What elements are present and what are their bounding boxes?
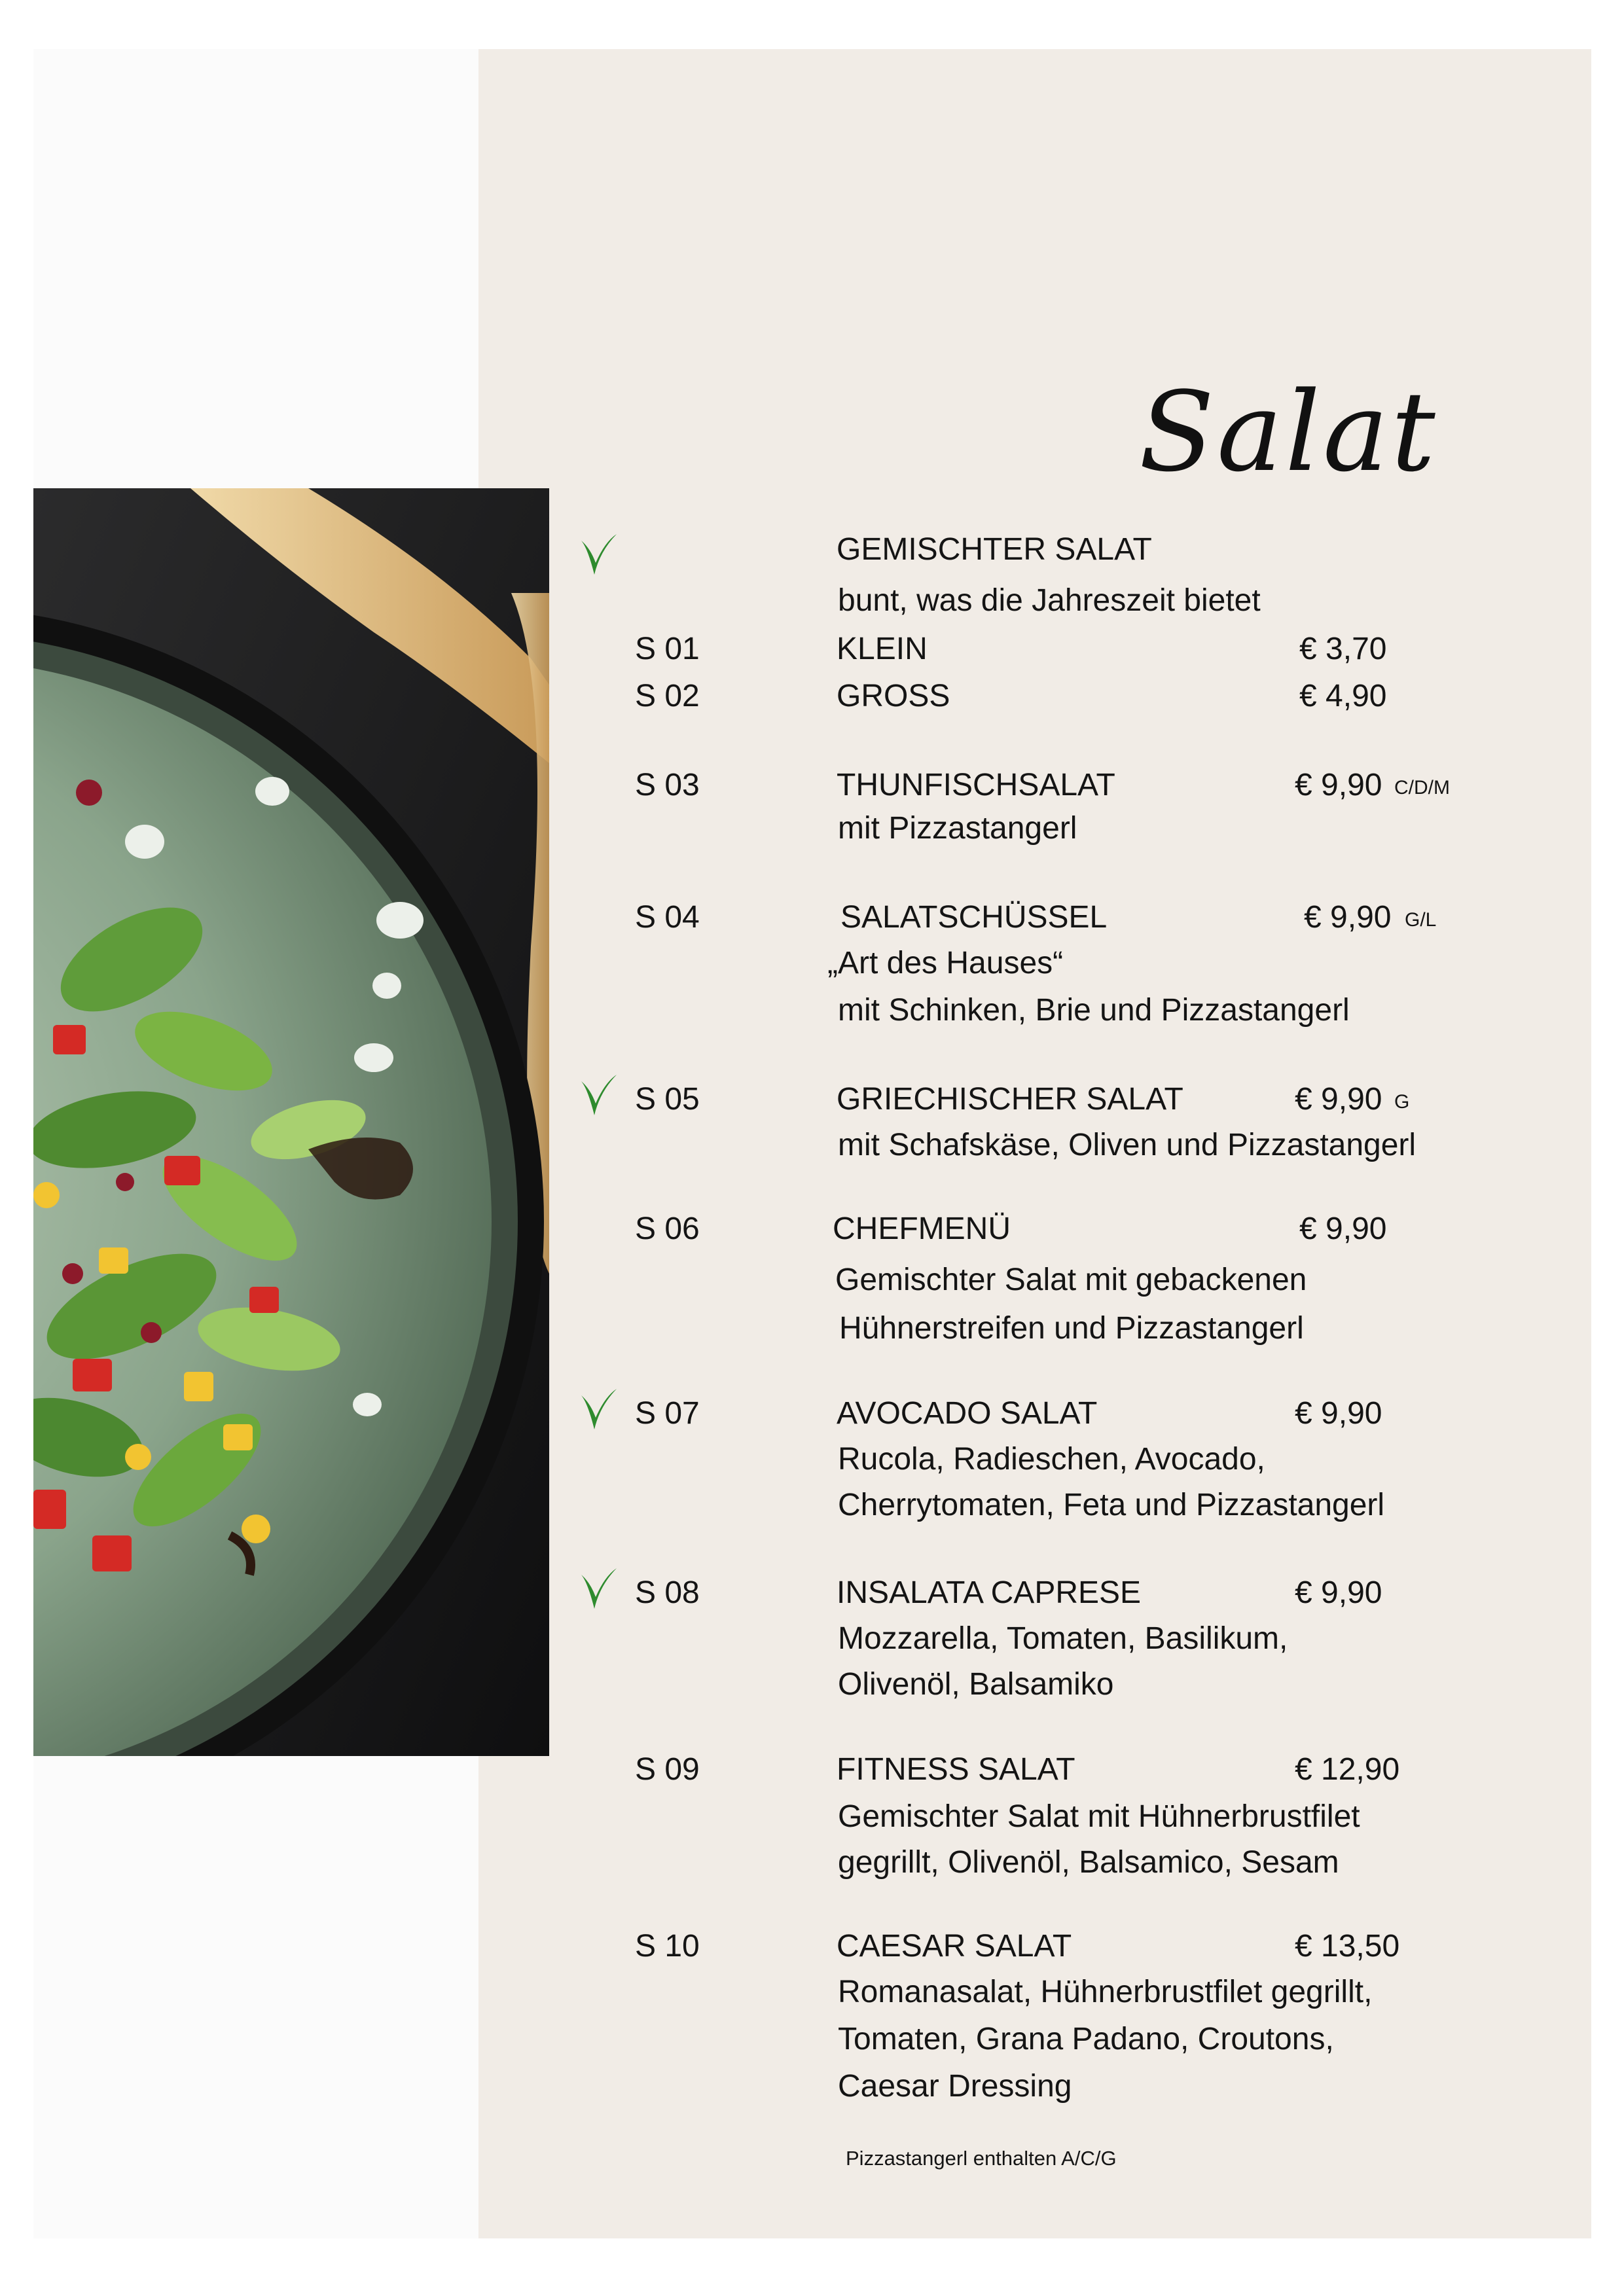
item-name: CHEFMENÜ (833, 1211, 1011, 1246)
item-price: € 4,90 (1299, 679, 1387, 713)
item-code: S 03 (635, 768, 700, 802)
item-description: mit Schafskäse, Oliven und Pizzastangerl (838, 1128, 1416, 1162)
item-description: Romanasalat, Hühnerbrustfilet gegrillt, (838, 1975, 1373, 2009)
item-code: S 06 (635, 1211, 700, 1246)
item-description: Gemischter Salat mit gebackenen (835, 1263, 1307, 1297)
item-code: S 08 (635, 1575, 700, 1610)
leaf-v-icon (576, 1384, 622, 1436)
item-code: S 04 (635, 900, 700, 935)
item-name: INSALATA CAPRESE (837, 1575, 1142, 1610)
item-name: AVOCADO SALAT (837, 1396, 1098, 1431)
item-price: € 9,90 (1295, 1396, 1382, 1431)
item-description: Gemischter Salat mit Hühnerbrustfilet (838, 1799, 1360, 1834)
item-price: € 9,90 (1299, 1211, 1387, 1246)
item-description: gegrillt, Olivenöl, Balsamico, Sesam (838, 1845, 1339, 1880)
item-allergens: G/L (1405, 909, 1437, 931)
item-price: € 3,70 (1299, 632, 1387, 666)
item-description: „Art des Hauses“ (827, 946, 1064, 980)
item-code: S 01 (635, 632, 700, 666)
item-description: Hühnerstreifen und Pizzastangerl (839, 1311, 1304, 1346)
leaf-v-icon (576, 1069, 622, 1122)
item-name: CAESAR SALAT (837, 1929, 1072, 1964)
item-name: GRIECHISCHER SALAT (837, 1082, 1183, 1117)
item-name: FITNESS SALAT (837, 1752, 1075, 1787)
leaf-v-icon (576, 529, 622, 581)
item-price: € 9,90 (1295, 1575, 1382, 1610)
item-name: THUNFISCHSALAT (837, 768, 1115, 802)
page-title: Salat (1139, 368, 1438, 496)
item-name: GEMISCHTER SALAT (837, 532, 1152, 567)
item-price: € 12,90 (1295, 1752, 1400, 1787)
item-code: S 05 (635, 1082, 700, 1117)
item-description: mit Pizzastangerl (838, 811, 1077, 846)
item-price: € 9,90 (1295, 1082, 1382, 1117)
item-name: SALATSCHÜSSEL (840, 900, 1108, 935)
item-allergens: C/D/M (1394, 777, 1450, 798)
item-price: € 9,90 (1295, 768, 1382, 802)
item-name: GROSS (837, 679, 950, 713)
item-code: S 09 (635, 1752, 700, 1787)
item-description: Olivenöl, Balsamiko (838, 1667, 1114, 1702)
item-description: Mozzarella, Tomaten, Basilikum, (838, 1621, 1288, 1656)
item-description: bunt, was die Jahreszeit bietet (838, 583, 1261, 618)
item-description: Rucola, Radieschen, Avocado, (838, 1442, 1265, 1477)
item-description: Caesar Dressing (838, 2069, 1072, 2104)
item-description: Cherrytomaten, Feta und Pizzastangerl (838, 1488, 1385, 1522)
item-code: S 07 (635, 1396, 700, 1431)
item-description: Tomaten, Grana Padano, Croutons, (838, 2022, 1334, 2056)
allergen-footnote: Pizzastangerl enthalten A/C/G (846, 2147, 1117, 2170)
item-allergens: G (1394, 1091, 1410, 1113)
item-code: S 10 (635, 1929, 700, 1964)
leaf-v-icon (576, 1563, 622, 1615)
item-price: € 9,90 (1304, 900, 1392, 935)
item-code: S 02 (635, 679, 700, 713)
item-name: KLEIN (837, 632, 928, 666)
item-description: mit Schinken, Brie und Pizzastangerl (838, 993, 1350, 1028)
item-price: € 13,50 (1295, 1929, 1400, 1964)
